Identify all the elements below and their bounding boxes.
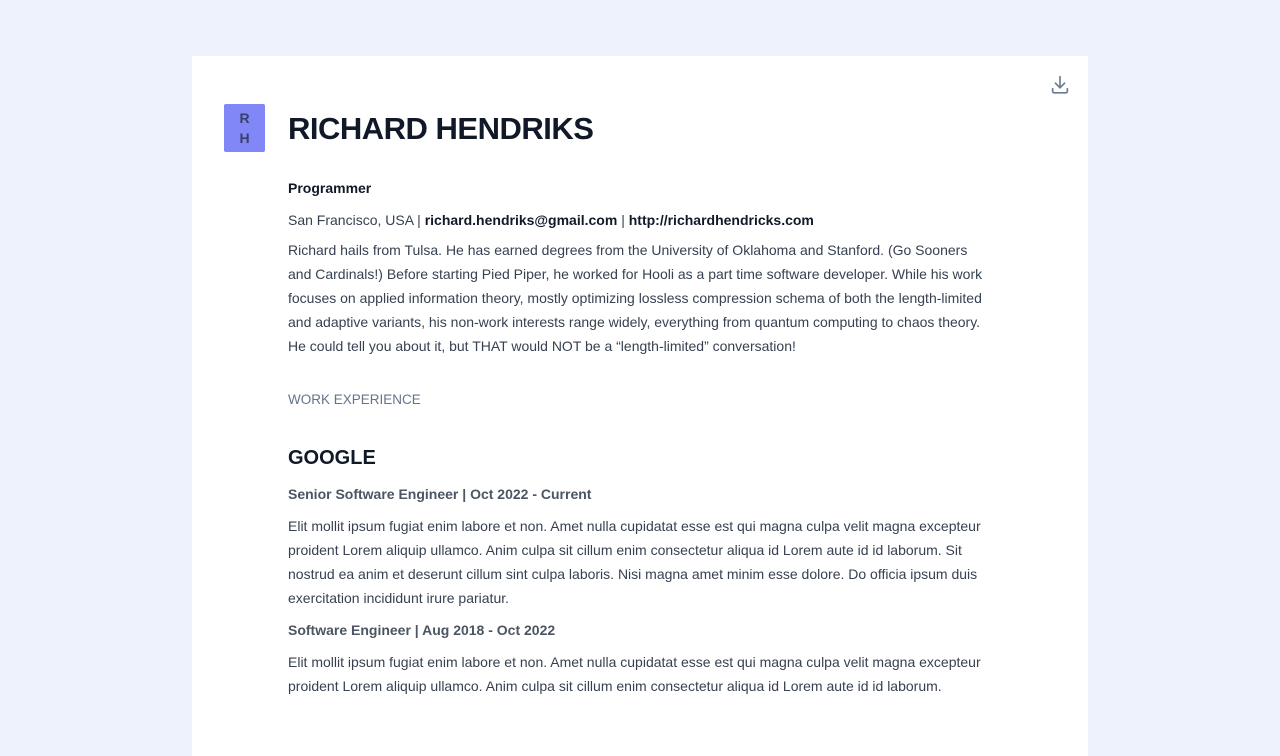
job-description: Elit mollit ipsum fugiat enim labore et non. Amet nulla cupidatat esse est qui magna culpa velit magna excepteur proident Lorem aliquip ullamco. Anim culpa sit cillum enim consectetur aliqua id Lorem aute id id laborum. Sit nostrud ea anim et deserunt cillum sint culpa laboris. Nisi magna amet minim esse dolore. Do officia ipsum duis exercitation incididunt irure pariatur. xyxy=(288,518,981,606)
separator: | xyxy=(417,212,421,228)
location: San Francisco, USA xyxy=(288,212,414,228)
avatar-initial-last: H xyxy=(239,130,250,146)
download-icon xyxy=(1049,74,1071,96)
job-description: Elit mollit ipsum fugiat enim labore et non. Amet nulla cupidatat esse est qui magna culpa velit magna excepteur proident Lorem aliquip ullamco. Anim culpa sit cillum enim consectetur aliqua id Lorem aute id id laborum. xyxy=(288,654,981,694)
email-link[interactable]: richard.hendriks@gmail.com xyxy=(424,212,618,228)
separator: | xyxy=(621,212,625,228)
download-button[interactable] xyxy=(1048,73,1072,97)
company-name: GOOGLE xyxy=(288,447,376,469)
avatar xyxy=(224,104,265,152)
avatar-initial-first: R xyxy=(239,110,250,126)
job-title: Software Engineer | Aug 2018 - Oct 2022 xyxy=(288,622,556,638)
contact-line xyxy=(288,210,992,230)
resume-content xyxy=(288,106,992,698)
resume-page xyxy=(192,56,1088,756)
candidate-role: Programmer xyxy=(288,180,372,196)
work-experience-heading: WORK EXPERIENCE xyxy=(288,392,421,407)
website-link[interactable]: http://richardhendricks.com xyxy=(628,212,814,228)
bio-paragraph: Richard hails from Tulsa. He has earned degrees from the University of Oklahoma and Stanford. (Go Sooners and Cardinals!) Before starting Pied Piper, he worked for Hooli as a part time software developer. While his work focuses on applied information theory, mostly optimizing lossless compression schema of both the length-limited and adaptive variants, his non-work interests range widely, everything from quantum computing to chaos theory. He could tell you about it, but THAT would NOT be a “length-limited” conversation! xyxy=(288,242,983,354)
job-title: Senior Software Engineer | Oct 2022 - Current xyxy=(288,486,592,502)
candidate-name: RICHARD HENDRIKS xyxy=(288,111,594,146)
